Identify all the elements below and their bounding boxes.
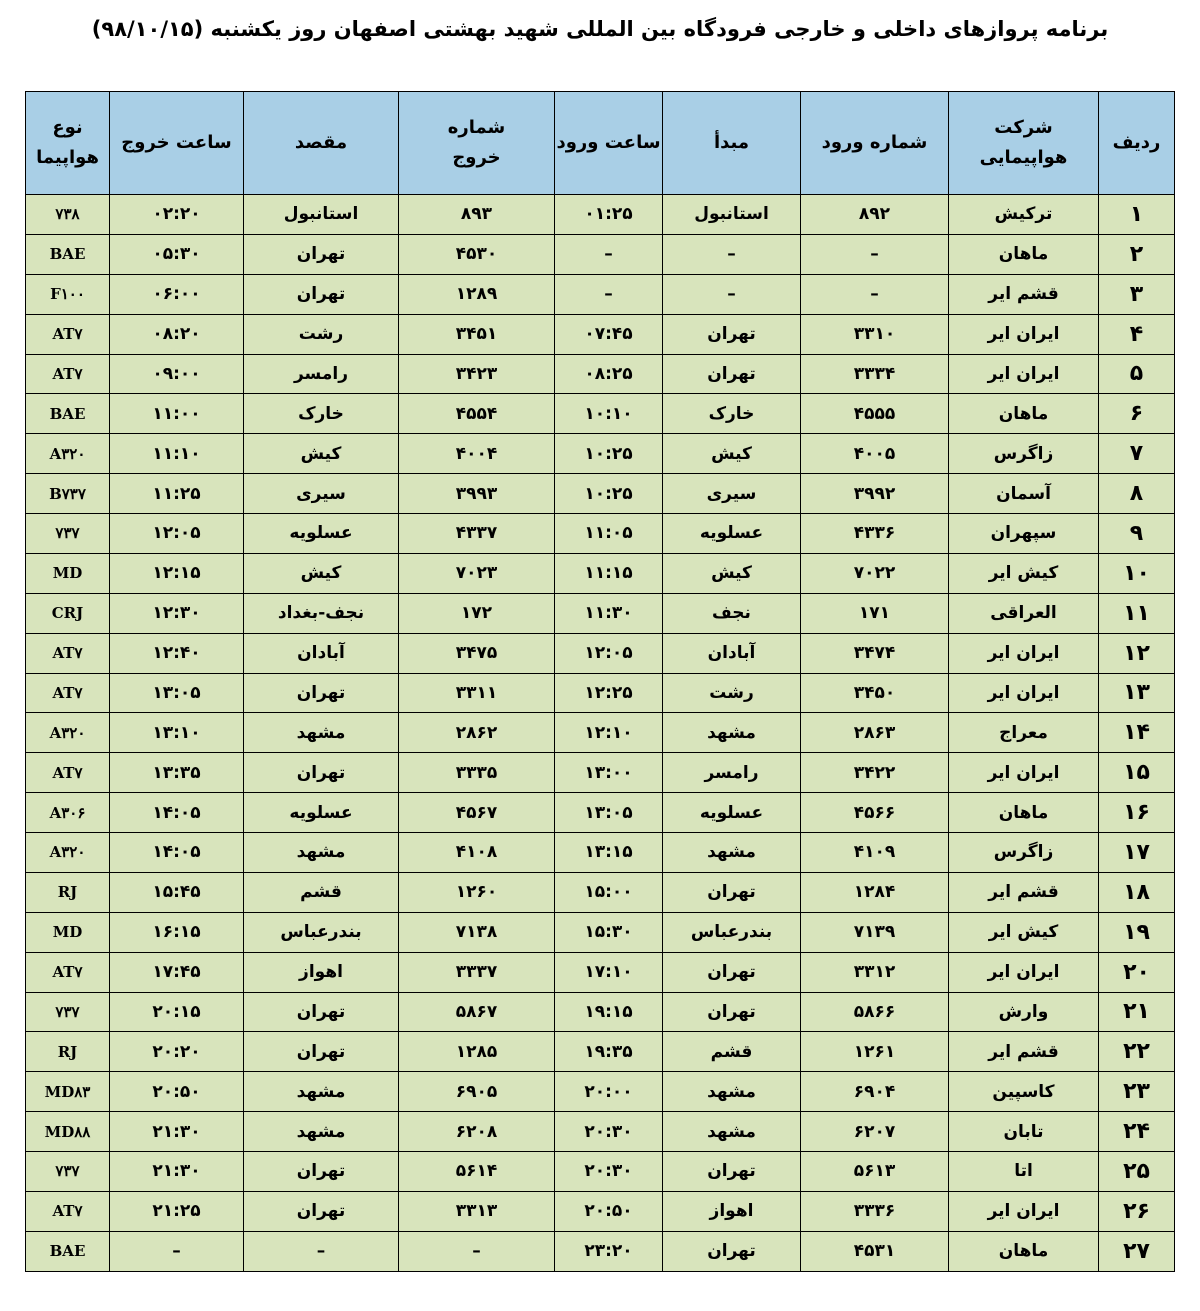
arrival-number-cell: – <box>801 274 949 314</box>
aircraft-type-cell: A۳۰۶ <box>26 793 110 833</box>
arrival-number-cell: ۶۹۰۴ <box>801 1072 949 1112</box>
departure-number-cell: ۴۵۳۰ <box>399 234 555 274</box>
destination-cell: رشت <box>244 314 399 354</box>
airline-cell: معراج <box>949 713 1099 753</box>
row-number-cell: ۱۲ <box>1099 633 1175 673</box>
departure-time-cell: ۱۲:۰۵ <box>110 514 244 554</box>
origin-cell: خارک <box>663 394 801 434</box>
origin-cell: تهران <box>663 1231 801 1271</box>
arrival-time-cell: ۱۲:۱۰ <box>555 713 663 753</box>
departure-time-cell: ۱۲:۱۵ <box>110 553 244 593</box>
aircraft-type-cell: AT۷ <box>26 314 110 354</box>
arrival-number-cell: ۳۳۳۴ <box>801 354 949 394</box>
table-row <box>26 753 1175 793</box>
destination-cell: مشهد <box>244 1072 399 1112</box>
airline-cell: آسمان <box>949 474 1099 514</box>
arrival-time-cell: ۱۵:۰۰ <box>555 872 663 912</box>
airline-cell: ماهان <box>949 1231 1099 1271</box>
airline-cell: زاگرس <box>949 833 1099 873</box>
header-airline: شرکت هواپیمایی <box>949 92 1099 195</box>
origin-cell: مشهد <box>663 833 801 873</box>
table-header-row <box>26 92 1175 195</box>
aircraft-type-cell: MD <box>26 912 110 952</box>
arrival-time-cell: ۱۳:۰۰ <box>555 753 663 793</box>
header-departure-time: ساعت خروج <box>110 92 244 195</box>
row-number-cell: ۱۵ <box>1099 753 1175 793</box>
airline-cell: سپهران <box>949 514 1099 554</box>
departure-time-cell: ۲۰:۱۵ <box>110 992 244 1032</box>
destination-cell: تهران <box>244 274 399 314</box>
arrival-time-cell: ۱۲:۲۵ <box>555 673 663 713</box>
departure-time-cell: ۲۱:۳۰ <box>110 1152 244 1192</box>
origin-cell: سیری <box>663 474 801 514</box>
departure-time-cell: ۱۱:۱۰ <box>110 434 244 474</box>
arrival-time-cell: ۱۰:۱۰ <box>555 394 663 434</box>
row-number-cell: ۹ <box>1099 514 1175 554</box>
row-number-cell: ۳ <box>1099 274 1175 314</box>
departure-number-cell: ۷۰۲۳ <box>399 553 555 593</box>
destination-cell: تهران <box>244 992 399 1032</box>
arrival-time-cell: ۱۹:۱۵ <box>555 992 663 1032</box>
departure-time-cell: ۲۰:۲۰ <box>110 1032 244 1072</box>
row-number-cell: ۷ <box>1099 434 1175 474</box>
destination-cell: تهران <box>244 1152 399 1192</box>
airline-cell: قشم ایر <box>949 872 1099 912</box>
airline-cell: ترکیش <box>949 195 1099 235</box>
origin-cell: کیش <box>663 434 801 474</box>
header-aircraft-type: نوع هواپیما <box>26 92 110 195</box>
aircraft-type-cell: A۳۲۰ <box>26 713 110 753</box>
departure-time-cell: ۲۱:۲۵ <box>110 1191 244 1231</box>
aircraft-type-cell: A۳۲۰ <box>26 434 110 474</box>
flight-schedule-table <box>25 91 1175 1272</box>
airline-cell: کیش ایر <box>949 553 1099 593</box>
row-number-cell: ۱۰ <box>1099 553 1175 593</box>
row-number-cell: ۲۱ <box>1099 992 1175 1032</box>
arrival-number-cell: ۱۲۸۴ <box>801 872 949 912</box>
arrival-number-cell: ۴۵۳۱ <box>801 1231 949 1271</box>
destination-cell: – <box>244 1231 399 1271</box>
destination-cell: کیش <box>244 553 399 593</box>
airline-cell: زاگرس <box>949 434 1099 474</box>
table-row <box>26 992 1175 1032</box>
table-row <box>26 1231 1175 1271</box>
table-row <box>26 474 1175 514</box>
arrival-number-cell: ۵۸۶۶ <box>801 992 949 1032</box>
departure-time-cell: ۰۵:۳۰ <box>110 234 244 274</box>
table-row <box>26 713 1175 753</box>
header-origin: مبدأ <box>663 92 801 195</box>
table-row <box>26 872 1175 912</box>
departure-time-cell: ۱۱:۲۵ <box>110 474 244 514</box>
destination-cell: قشم <box>244 872 399 912</box>
table-row <box>26 434 1175 474</box>
table-row <box>26 234 1175 274</box>
row-number-cell: ۵ <box>1099 354 1175 394</box>
table-row <box>26 354 1175 394</box>
aircraft-type-cell: MD۸۳ <box>26 1072 110 1112</box>
airline-cell: اتا <box>949 1152 1099 1192</box>
row-number-cell: ۲ <box>1099 234 1175 274</box>
row-number-cell: ۸ <box>1099 474 1175 514</box>
arrival-time-cell: – <box>555 274 663 314</box>
departure-time-cell: ۱۲:۳۰ <box>110 593 244 633</box>
arrival-number-cell: ۴۵۵۵ <box>801 394 949 434</box>
table-row <box>26 314 1175 354</box>
departure-number-cell: ۱۲۸۵ <box>399 1032 555 1072</box>
origin-cell: بندرعباس <box>663 912 801 952</box>
aircraft-type-cell: A۳۲۰ <box>26 833 110 873</box>
origin-cell: رشت <box>663 673 801 713</box>
aircraft-type-cell: BAE <box>26 234 110 274</box>
origin-cell: مشهد <box>663 1112 801 1152</box>
destination-cell: عسلویه <box>244 514 399 554</box>
airline-cell: ایران ایر <box>949 753 1099 793</box>
departure-time-cell: ۰۸:۲۰ <box>110 314 244 354</box>
aircraft-type-cell: AT۷ <box>26 753 110 793</box>
airline-cell: کیش ایر <box>949 912 1099 952</box>
origin-cell: تهران <box>663 952 801 992</box>
departure-number-cell: ۵۶۱۴ <box>399 1152 555 1192</box>
aircraft-type-cell: AT۷ <box>26 1191 110 1231</box>
arrival-number-cell: ۱۲۶۱ <box>801 1032 949 1072</box>
arrival-number-cell: ۷۰۲۲ <box>801 553 949 593</box>
destination-cell: تهران <box>244 1191 399 1231</box>
arrival-time-cell: ۱۰:۲۵ <box>555 434 663 474</box>
table-row <box>26 1191 1175 1231</box>
arrival-time-cell: ۱۳:۱۵ <box>555 833 663 873</box>
row-number-cell: ۱۷ <box>1099 833 1175 873</box>
table-row <box>26 1112 1175 1152</box>
table-row <box>26 394 1175 434</box>
departure-number-cell: ۴۵۵۴ <box>399 394 555 434</box>
arrival-number-cell: ۸۹۲ <box>801 195 949 235</box>
arrival-number-cell: ۵۶۱۳ <box>801 1152 949 1192</box>
destination-cell: مشهد <box>244 1112 399 1152</box>
origin-cell: عسلویه <box>663 793 801 833</box>
aircraft-type-cell: ۷۳۷ <box>26 1152 110 1192</box>
row-number-cell: ۲۰ <box>1099 952 1175 992</box>
header-arrival-time: ساعت ورود <box>555 92 663 195</box>
aircraft-type-cell: CRJ <box>26 593 110 633</box>
airline-cell: قشم ایر <box>949 1032 1099 1072</box>
row-number-cell: ۲۴ <box>1099 1112 1175 1152</box>
origin-cell: مشهد <box>663 1072 801 1112</box>
arrival-time-cell: ۱۰:۲۵ <box>555 474 663 514</box>
departure-time-cell: ۰۲:۲۰ <box>110 195 244 235</box>
row-number-cell: ۲۵ <box>1099 1152 1175 1192</box>
page-title: برنامه پروازهای داخلی و خارجی فرودگاه بین المللی شهید بهشتی اصفهان روز یکشنبه (۹۸/۱۰/۱۵) <box>91 17 1109 41</box>
origin-cell: رامسر <box>663 753 801 793</box>
origin-cell: تهران <box>663 1152 801 1192</box>
destination-cell: بندرعباس <box>244 912 399 952</box>
table-row <box>26 912 1175 952</box>
table-row <box>26 673 1175 713</box>
row-number-cell: ۱۱ <box>1099 593 1175 633</box>
departure-time-cell: ۰۶:۰۰ <box>110 274 244 314</box>
aircraft-type-cell: MD۸۸ <box>26 1112 110 1152</box>
destination-cell: تهران <box>244 1032 399 1072</box>
origin-cell: تهران <box>663 992 801 1032</box>
aircraft-type-cell: ۷۳۷ <box>26 514 110 554</box>
destination-cell: استانبول <box>244 195 399 235</box>
aircraft-type-cell: AT۷ <box>26 673 110 713</box>
row-number-cell: ۲۷ <box>1099 1231 1175 1271</box>
departure-number-cell: ۴۰۰۴ <box>399 434 555 474</box>
destination-cell: عسلویه <box>244 793 399 833</box>
arrival-number-cell: ۳۴۲۲ <box>801 753 949 793</box>
destination-cell: آبادان <box>244 633 399 673</box>
departure-number-cell: ۳۴۷۵ <box>399 633 555 673</box>
destination-cell: تهران <box>244 753 399 793</box>
departure-number-cell: ۳۳۳۵ <box>399 753 555 793</box>
departure-number-cell: ۴۵۶۷ <box>399 793 555 833</box>
arrival-time-cell: ۲۳:۲۰ <box>555 1231 663 1271</box>
aircraft-type-cell: F۱۰۰ <box>26 274 110 314</box>
departure-time-cell: – <box>110 1231 244 1271</box>
row-number-cell: ۱۴ <box>1099 713 1175 753</box>
departure-number-cell: ۵۸۶۷ <box>399 992 555 1032</box>
arrival-time-cell: ۱۹:۳۵ <box>555 1032 663 1072</box>
origin-cell: تهران <box>663 354 801 394</box>
origin-cell: نجف <box>663 593 801 633</box>
arrival-number-cell: ۳۴۵۰ <box>801 673 949 713</box>
departure-time-cell: ۱۴:۰۵ <box>110 793 244 833</box>
departure-number-cell: ۲۸۶۲ <box>399 713 555 753</box>
departure-number-cell: ۶۹۰۵ <box>399 1072 555 1112</box>
departure-number-cell: ۱۲۶۰ <box>399 872 555 912</box>
departure-number-cell: ۳۹۹۳ <box>399 474 555 514</box>
arrival-time-cell: ۲۰:۳۰ <box>555 1152 663 1192</box>
airline-cell: ایران ایر <box>949 673 1099 713</box>
destination-cell: کیش <box>244 434 399 474</box>
row-number-cell: ۶ <box>1099 394 1175 434</box>
table-row <box>26 514 1175 554</box>
departure-time-cell: ۱۳:۰۵ <box>110 673 244 713</box>
row-number-cell: ۱۸ <box>1099 872 1175 912</box>
origin-cell: کیش <box>663 553 801 593</box>
row-number-cell: ۲۳ <box>1099 1072 1175 1112</box>
arrival-number-cell: ۳۹۹۲ <box>801 474 949 514</box>
arrival-number-cell: ۶۲۰۷ <box>801 1112 949 1152</box>
airline-cell: وارش <box>949 992 1099 1032</box>
airline-cell: تابان <box>949 1112 1099 1152</box>
origin-cell: اهواز <box>663 1191 801 1231</box>
departure-number-cell: ۷۱۳۸ <box>399 912 555 952</box>
header-destination: مقصد <box>244 92 399 195</box>
arrival-time-cell: ۱۱:۰۵ <box>555 514 663 554</box>
arrival-time-cell: ۲۰:۰۰ <box>555 1072 663 1112</box>
departure-time-cell: ۱۴:۰۵ <box>110 833 244 873</box>
destination-cell: مشهد <box>244 833 399 873</box>
header-row-number: ردیف <box>1099 92 1175 195</box>
arrival-number-cell: ۳۳۱۲ <box>801 952 949 992</box>
arrival-time-cell: ۱۲:۰۵ <box>555 633 663 673</box>
arrival-number-cell: ۴۰۰۵ <box>801 434 949 474</box>
arrival-time-cell: ۱۵:۳۰ <box>555 912 663 952</box>
arrival-number-cell: ۷۱۳۹ <box>801 912 949 952</box>
aircraft-type-cell: ۷۳۷ <box>26 992 110 1032</box>
airline-cell: ایران ایر <box>949 633 1099 673</box>
arrival-number-cell: ۳۳۱۰ <box>801 314 949 354</box>
departure-number-cell: ۸۹۳ <box>399 195 555 235</box>
departure-number-cell: ۳۴۵۱ <box>399 314 555 354</box>
departure-number-cell: ۱۷۲ <box>399 593 555 633</box>
row-number-cell: ۱۳ <box>1099 673 1175 713</box>
row-number-cell: ۲۶ <box>1099 1191 1175 1231</box>
origin-cell: آبادان <box>663 633 801 673</box>
arrival-time-cell: ۲۰:۵۰ <box>555 1191 663 1231</box>
airline-cell: ماهان <box>949 394 1099 434</box>
departure-number-cell: ۳۴۲۳ <box>399 354 555 394</box>
arrival-number-cell: ۳۴۷۴ <box>801 633 949 673</box>
airline-cell: ماهان <box>949 793 1099 833</box>
row-number-cell: ۴ <box>1099 314 1175 354</box>
departure-number-cell: ۴۱۰۸ <box>399 833 555 873</box>
destination-cell: خارک <box>244 394 399 434</box>
departure-number-cell: – <box>399 1231 555 1271</box>
airline-cell: العراقی <box>949 593 1099 633</box>
origin-cell: استانبول <box>663 195 801 235</box>
airline-cell: ایران ایر <box>949 1191 1099 1231</box>
aircraft-type-cell: MD <box>26 553 110 593</box>
airline-cell: قشم ایر <box>949 274 1099 314</box>
destination-cell: تهران <box>244 234 399 274</box>
airline-cell: کاسپین <box>949 1072 1099 1112</box>
arrival-number-cell: ۱۷۱ <box>801 593 949 633</box>
aircraft-type-cell: ۷۳۸ <box>26 195 110 235</box>
table-row <box>26 274 1175 314</box>
arrival-number-cell: – <box>801 234 949 274</box>
arrival-time-cell: ۰۷:۴۵ <box>555 314 663 354</box>
departure-time-cell: ۱۵:۴۵ <box>110 872 244 912</box>
aircraft-type-cell: AT۷ <box>26 633 110 673</box>
table-row <box>26 1032 1175 1072</box>
departure-number-cell: ۴۳۳۷ <box>399 514 555 554</box>
row-number-cell: ۲۲ <box>1099 1032 1175 1072</box>
arrival-time-cell: ۱۱:۳۰ <box>555 593 663 633</box>
table-row <box>26 952 1175 992</box>
origin-cell: تهران <box>663 872 801 912</box>
arrival-time-cell: – <box>555 234 663 274</box>
row-number-cell: ۱ <box>1099 195 1175 235</box>
origin-cell: – <box>663 274 801 314</box>
departure-time-cell: ۱۲:۴۰ <box>110 633 244 673</box>
arrival-number-cell: ۴۵۶۶ <box>801 793 949 833</box>
arrival-time-cell: ۲۰:۳۰ <box>555 1112 663 1152</box>
departure-time-cell: ۰۹:۰۰ <box>110 354 244 394</box>
arrival-number-cell: ۴۳۳۶ <box>801 514 949 554</box>
table-row <box>26 833 1175 873</box>
aircraft-type-cell: BAE <box>26 394 110 434</box>
aircraft-type-cell: RJ <box>26 1032 110 1072</box>
destination-cell: اهواز <box>244 952 399 992</box>
destination-cell: نجف-بغداد <box>244 593 399 633</box>
departure-time-cell: ۲۰:۵۰ <box>110 1072 244 1112</box>
table-row <box>26 195 1175 235</box>
destination-cell: رامسر <box>244 354 399 394</box>
origin-cell: عسلویه <box>663 514 801 554</box>
origin-cell: تهران <box>663 314 801 354</box>
row-number-cell: ۱۹ <box>1099 912 1175 952</box>
arrival-time-cell: ۱۷:۱۰ <box>555 952 663 992</box>
table-row <box>26 1072 1175 1112</box>
departure-number-cell: ۱۲۸۹ <box>399 274 555 314</box>
arrival-number-cell: ۴۱۰۹ <box>801 833 949 873</box>
airline-cell: ایران ایر <box>949 952 1099 992</box>
aircraft-type-cell: AT۷ <box>26 354 110 394</box>
arrival-number-cell: ۳۳۳۶ <box>801 1191 949 1231</box>
table-body <box>26 195 1175 1272</box>
aircraft-type-cell: AT۷ <box>26 952 110 992</box>
aircraft-type-cell: B۷۳۷ <box>26 474 110 514</box>
arrival-number-cell: ۲۸۶۳ <box>801 713 949 753</box>
row-number-cell: ۱۶ <box>1099 793 1175 833</box>
table-row <box>26 633 1175 673</box>
departure-number-cell: ۶۲۰۸ <box>399 1112 555 1152</box>
departure-time-cell: ۱۳:۱۰ <box>110 713 244 753</box>
destination-cell: مشهد <box>244 713 399 753</box>
origin-cell: قشم <box>663 1032 801 1072</box>
departure-time-cell: ۱۳:۳۵ <box>110 753 244 793</box>
arrival-time-cell: ۱۱:۱۵ <box>555 553 663 593</box>
table-row <box>26 793 1175 833</box>
table-row <box>26 593 1175 633</box>
arrival-time-cell: ۰۸:۲۵ <box>555 354 663 394</box>
origin-cell: مشهد <box>663 713 801 753</box>
departure-time-cell: ۱۱:۰۰ <box>110 394 244 434</box>
airline-cell: ماهان <box>949 234 1099 274</box>
arrival-time-cell: ۰۱:۲۵ <box>555 195 663 235</box>
departure-time-cell: ۱۷:۴۵ <box>110 952 244 992</box>
destination-cell: تهران <box>244 673 399 713</box>
table-row <box>26 1152 1175 1192</box>
aircraft-type-cell: RJ <box>26 872 110 912</box>
aircraft-type-cell: BAE <box>26 1231 110 1271</box>
airline-cell: ایران ایر <box>949 314 1099 354</box>
departure-number-cell: ۳۳۱۳ <box>399 1191 555 1231</box>
table-row <box>26 553 1175 593</box>
departure-time-cell: ۱۶:۱۵ <box>110 912 244 952</box>
arrival-time-cell: ۱۳:۰۵ <box>555 793 663 833</box>
header-departure-number: شماره خروج <box>399 92 555 195</box>
departure-number-cell: ۳۳۳۷ <box>399 952 555 992</box>
departure-time-cell: ۲۱:۳۰ <box>110 1112 244 1152</box>
departure-number-cell: ۳۳۱۱ <box>399 673 555 713</box>
destination-cell: سیری <box>244 474 399 514</box>
origin-cell: – <box>663 234 801 274</box>
header-arrival-number: شماره ورود <box>801 92 949 195</box>
airline-cell: ایران ایر <box>949 354 1099 394</box>
